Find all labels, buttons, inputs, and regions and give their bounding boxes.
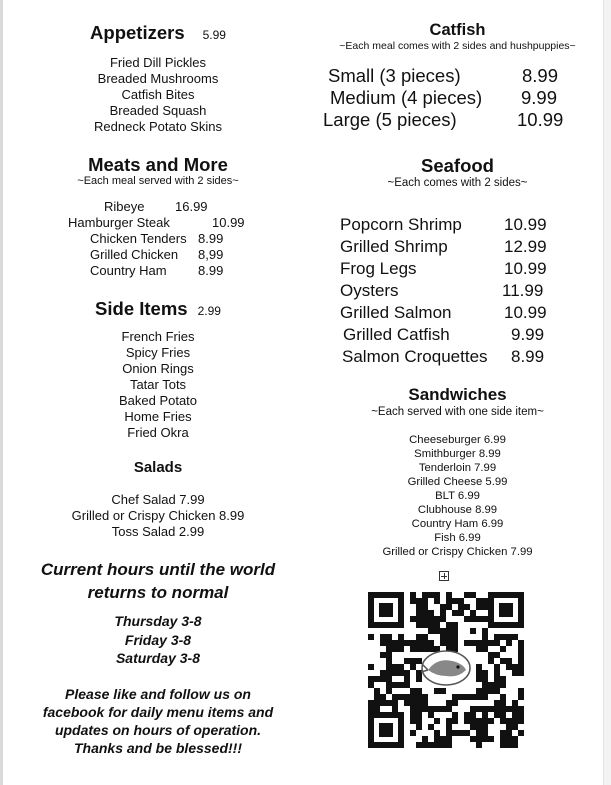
catfish-title: Catfish (429, 21, 486, 39)
salads-list (8, 492, 308, 540)
item-name: Country Ham (90, 263, 167, 278)
list-item: Breaded Squash (109, 103, 207, 118)
list-item (315, 323, 600, 345)
appetizers-list (8, 55, 308, 135)
item-name: Popcorn Shrimp (340, 215, 462, 234)
page-left-edge (0, 0, 3, 785)
item-name: Oysters (340, 281, 399, 300)
item-name: Ribeye (104, 199, 145, 214)
hours-heading-line: Current hours until the world (40, 560, 276, 579)
item-price: 9.99 (521, 87, 558, 108)
list-item (315, 64, 600, 86)
sides-heading (8, 298, 308, 320)
item-price: 11.99 (502, 281, 544, 300)
note-line: Thanks and be blessed!!! (73, 740, 243, 756)
item-name: Grilled Salmon (340, 303, 452, 322)
seafood-heading (315, 155, 600, 177)
item-name: Medium (4 pieces) (330, 87, 483, 108)
item-name: Grilled Shrimp (340, 237, 448, 256)
sandwiches-subtitle: ~Each served with one side item~ (371, 406, 544, 418)
sandwiches-list (315, 433, 600, 559)
item-price: 10.99 (517, 109, 564, 130)
seafood-title: Seafood (421, 155, 494, 176)
list-item: Clubhouse 8.99 (417, 504, 498, 516)
list-item (315, 301, 600, 323)
hours-heading-line: returns to normal (87, 583, 229, 602)
meats-list (8, 199, 308, 279)
list-item: Fish 6.99 (434, 532, 481, 544)
sides-price: 2.99 (197, 304, 221, 318)
list-item (8, 215, 308, 231)
item-price: 9.99 (511, 325, 545, 344)
catfish-logo-icon (421, 651, 470, 685)
list-item (315, 108, 600, 130)
plus-square-icon[interactable] (439, 571, 449, 581)
list-item: Fried Dill Pickles (109, 55, 207, 70)
appetizers-heading (8, 22, 308, 44)
item-price: 10.99 (504, 215, 547, 234)
item-price: 8.99 (522, 65, 559, 86)
item-price: 8.99 (198, 231, 224, 246)
item-name: Grilled Catfish (343, 325, 450, 344)
list-item: Breaded Mushrooms (97, 71, 219, 86)
sandwiches-heading (315, 385, 600, 405)
item-price: 16.99 (175, 199, 208, 214)
note-line: facebook for daily menu items and (42, 704, 274, 720)
list-item: Grilled or Crispy Chicken 8.99 (71, 508, 245, 523)
catfish-list (315, 64, 600, 136)
qr-code-icon[interactable] (368, 592, 524, 748)
appetizers-title: Appetizers (90, 22, 185, 43)
list-item (315, 345, 600, 367)
item-name: Grilled Chicken (90, 247, 179, 262)
list-item: Chef Salad 7.99 (111, 492, 205, 507)
list-item: Cheeseburger 6.99 (409, 434, 506, 446)
hours-day: Friday 3-8 (124, 631, 192, 648)
list-item: Toss Salad 2.99 (111, 524, 205, 539)
facebook-note (8, 685, 308, 757)
item-price: 8.99 (511, 347, 545, 366)
list-item: Country Ham 6.99 (411, 518, 504, 530)
hours-list (8, 612, 308, 668)
catfish-subtitle: ~Each meal comes with 2 sides and hushpuppies~ (339, 40, 576, 52)
page-right-edge (603, 0, 611, 785)
item-price: 10.99 (212, 215, 245, 230)
list-item (315, 86, 600, 108)
list-item (315, 235, 600, 257)
salads-heading (8, 459, 308, 476)
hours-day: Thursday 3-8 (114, 613, 202, 629)
list-item (8, 263, 308, 279)
hours-day: Saturday 3-8 (115, 650, 201, 666)
item-price: 8.99 (198, 263, 224, 278)
list-item: Baked Potato (118, 393, 198, 408)
list-item (315, 279, 600, 301)
item-price: 8,99 (198, 247, 224, 262)
list-item: Catfish Bites (121, 87, 195, 102)
list-item: Grilled Cheese 5.99 (407, 476, 508, 488)
seafood-list (315, 213, 600, 373)
sides-title: Side Items (95, 298, 188, 319)
item-name: Chicken Tenders (90, 231, 187, 246)
list-item: Fried Okra (127, 425, 189, 440)
list-item (8, 247, 308, 263)
meats-title: Meats and More (88, 154, 228, 175)
list-item: Onion Rings (122, 361, 194, 376)
list-item (315, 213, 600, 235)
note-line: Please like and follow us on (65, 686, 251, 702)
sides-list (8, 329, 308, 441)
seafood-subtitle: ~Each comes with 2 sides~ (387, 177, 528, 189)
sandwiches-title: Sandwiches (408, 385, 507, 404)
list-item: French Fries (121, 329, 195, 344)
list-item: Spicy Fries (125, 345, 191, 360)
item-price: 10.99 (504, 303, 547, 322)
list-item (315, 257, 600, 279)
item-name: Small (3 pieces) (328, 65, 461, 86)
list-item: Home Fries (124, 409, 192, 424)
list-item: Tenderloin 7.99 (418, 462, 497, 474)
catfish-heading (315, 21, 600, 40)
list-item: Redneck Potato Skins (94, 119, 222, 134)
item-price: 10.99 (504, 259, 547, 278)
list-item: Smithburger 8.99 (414, 448, 501, 460)
meats-subtitle: ~Each meal served with 2 sides~ (77, 175, 239, 187)
list-item (8, 231, 308, 247)
meats-heading (8, 154, 308, 176)
note-line: updates on hours of operation. (54, 722, 262, 738)
item-price: 12.99 (504, 237, 547, 256)
appetizers-price: 5.99 (202, 28, 226, 42)
item-name: Salmon Croquettes (342, 347, 488, 366)
item-name: Hamburger Steak (68, 215, 170, 230)
list-item: Grilled or Crispy Chicken 7.99 (382, 546, 533, 558)
salads-title: Salads (133, 459, 183, 476)
hours-heading (8, 558, 308, 604)
list-item: BLT 6.99 (435, 490, 480, 502)
list-item (8, 199, 308, 215)
list-item: Tatar Tots (129, 377, 187, 392)
item-name: Frog Legs (340, 259, 417, 278)
item-name: Large (5 pieces) (323, 109, 457, 130)
